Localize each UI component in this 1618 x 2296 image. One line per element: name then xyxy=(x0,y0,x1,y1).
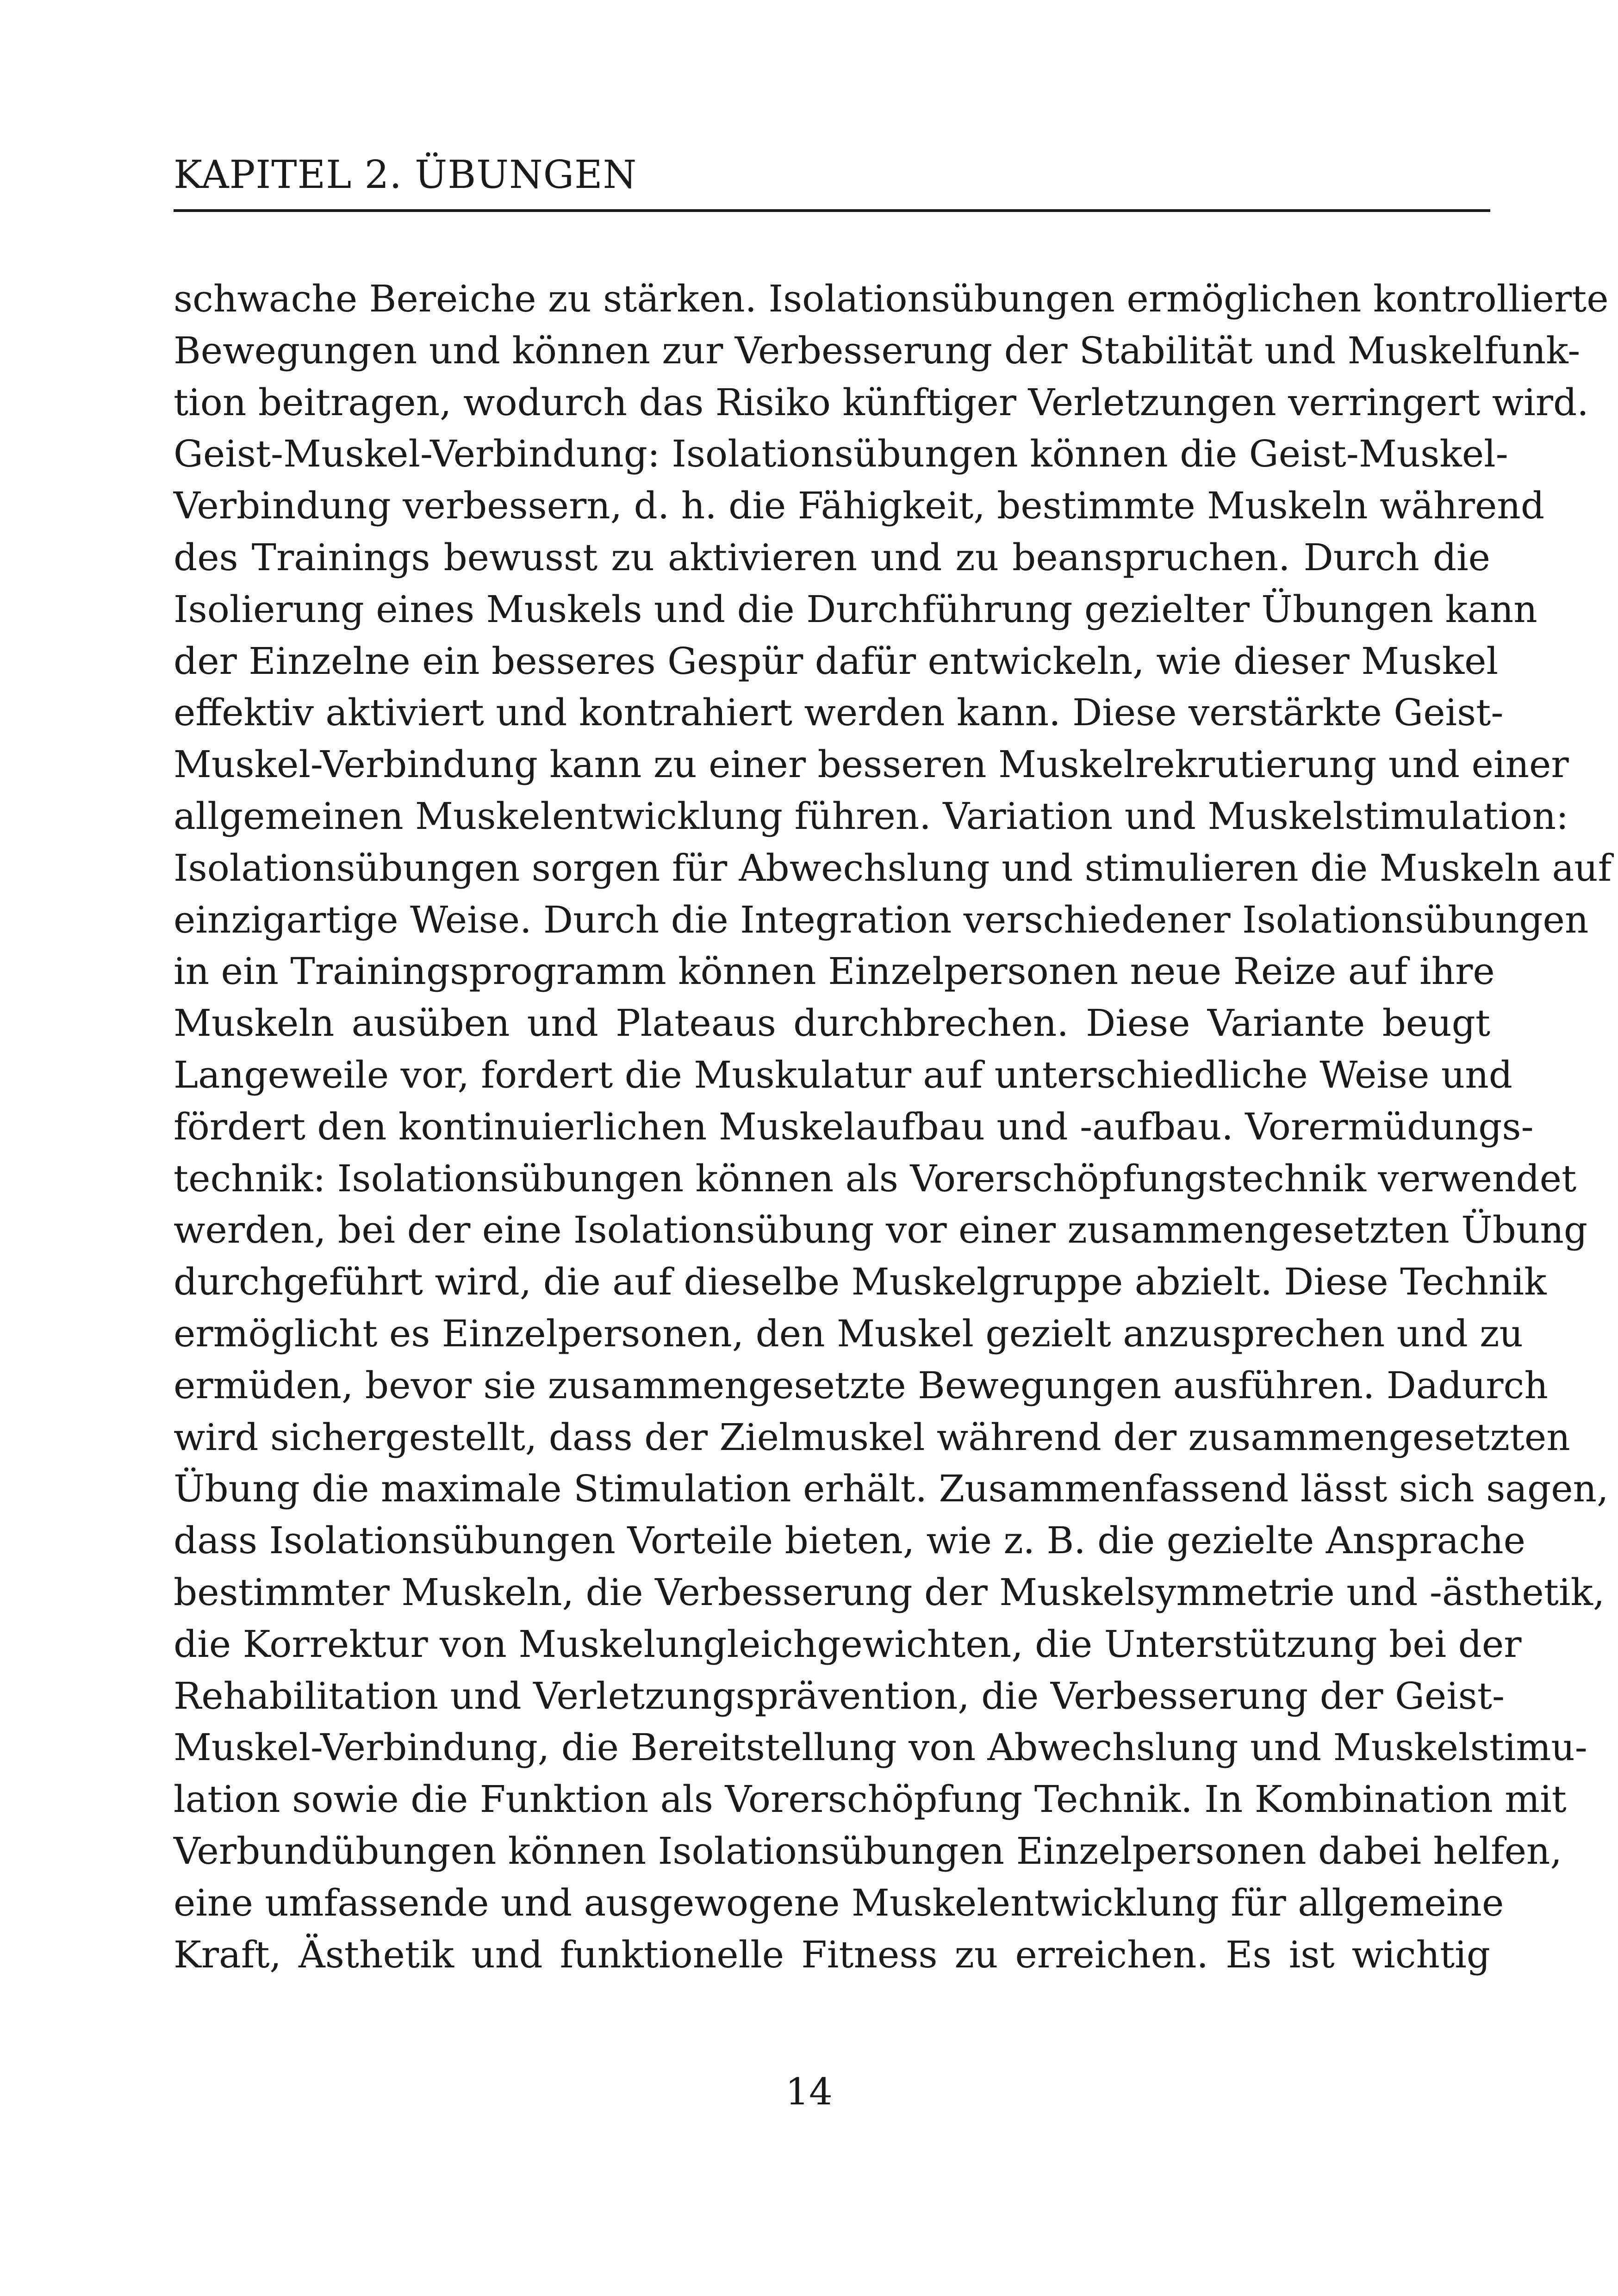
body-line: werden, bei der eine Isolationsübung vor einer zusammengesetzten Übung xyxy=(174,1208,1588,1252)
body-line: wird sichergestellt, dass der Zielmuskel während der zusammengesetzten xyxy=(174,1415,1570,1459)
body-line: ermöglicht es Einzelpersonen, den Muskel gezielt anzusprechen und zu xyxy=(174,1312,1523,1355)
body-line: des Trainings bewusst zu aktivieren und zu beanspruchen. Durch die xyxy=(174,535,1490,579)
body-line: eine umfassende und ausgewogene Muskelentwicklung für allgemeine xyxy=(174,1881,1504,1924)
body-line: dass Isolationsübungen Vorteile bieten, wie z. B. die gezielte Ansprache xyxy=(174,1519,1525,1562)
body-line: Kraft, Ästhetik und funktionelle Fitness zu erreichen. Es ist wichtig xyxy=(174,1933,1490,1976)
body-line: tion beitragen, wodurch das Risiko künftiger Verletzungen verringert wird. xyxy=(174,380,1589,424)
body-line: Übung die maximale Stimulation erhält. Zusammenfassend lässt sich sagen, xyxy=(174,1467,1609,1511)
page-number: 14 xyxy=(785,2070,833,2113)
body-line: Isolationsübungen sorgen für Abwechslung und stimulieren die Muskeln auf xyxy=(174,846,1612,890)
body-line: Langeweile vor, fordert die Muskulatur auf unterschiedliche Weise und xyxy=(174,1053,1512,1096)
body-line: Muskel-Verbindung, die Bereitstellung von Abwechslung und Muskelstimu- xyxy=(174,1726,1587,1769)
running-head xyxy=(174,147,1490,212)
body-line: effektiv aktiviert und kontrahiert werden kann. Diese verstärkte Geist- xyxy=(174,691,1504,734)
body-line: Geist-Muskel-Verbindung: Isolationsübungen können die Geist-Muskel- xyxy=(174,432,1508,476)
body-line: ermüden, bevor sie zusammengesetzte Bewegungen ausführen. Dadurch xyxy=(174,1363,1548,1407)
body-line: Bewegungen und können zur Verbesserung der Stabilität und Muskelfunk- xyxy=(174,329,1581,372)
body-line: Isolierung eines Muskels und die Durchführung gezielter Übungen kann xyxy=(174,587,1537,631)
body-line: in ein Trainingsprogramm können Einzelpersonen neue Reize auf ihre xyxy=(174,950,1495,993)
body-line: Muskeln ausüben und Plateaus durchbrechen. Diese Variante beugt xyxy=(174,1002,1490,1045)
body-line: schwache Bereiche zu stärken. Isolationsübungen ermöglichen kontrollierte xyxy=(174,277,1609,320)
body-line: der Einzelne ein besseres Gespür dafür entwickeln, wie dieser Muskel xyxy=(174,639,1499,683)
body-line: einzigartige Weise. Durch die Integration verschiedener Isolationsübungen xyxy=(174,898,1589,941)
body-line: lation sowie die Funktion als Vorerschöpfung Technik. In Kombination mit xyxy=(174,1778,1567,1821)
body-line: Verbundübungen können Isolationsübungen Einzelpersonen dabei helfen, xyxy=(174,1829,1562,1873)
body-line: die Korrektur von Muskelungleichgewichten, die Unterstützung bei der xyxy=(174,1622,1522,1666)
body-line: Verbindung verbessern, d. h. die Fähigkeit, bestimmte Muskeln während xyxy=(174,484,1545,528)
body-line: allgemeinen Muskelentwicklung führen. Variation und Muskelstimulation: xyxy=(174,794,1569,838)
chapter-title: KAPITEL 2. ÜBUNGEN xyxy=(174,152,637,197)
body-line: Muskel-Verbindung kann zu einer besseren Muskelrekrutierung und einer xyxy=(174,743,1569,786)
body-text xyxy=(174,273,1612,1980)
body-line: bestimmter Muskeln, die Verbesserung der Muskelsymmetrie und -ästhetik, xyxy=(174,1570,1605,1614)
body-line: Rehabilitation und Verletzungsprävention, die Verbesserung der Geist- xyxy=(174,1674,1505,1717)
body-line: technik: Isolationsübungen können als Vorerschöpfungstechnik verwendet xyxy=(174,1157,1577,1200)
body-line: durchgeführt wird, die auf dieselbe Muskelgruppe abzielt. Diese Technik xyxy=(174,1260,1547,1304)
body-line: fördert den kontinuierlichen Muskelaufbau und -aufbau. Vorermüdungs- xyxy=(174,1105,1534,1148)
